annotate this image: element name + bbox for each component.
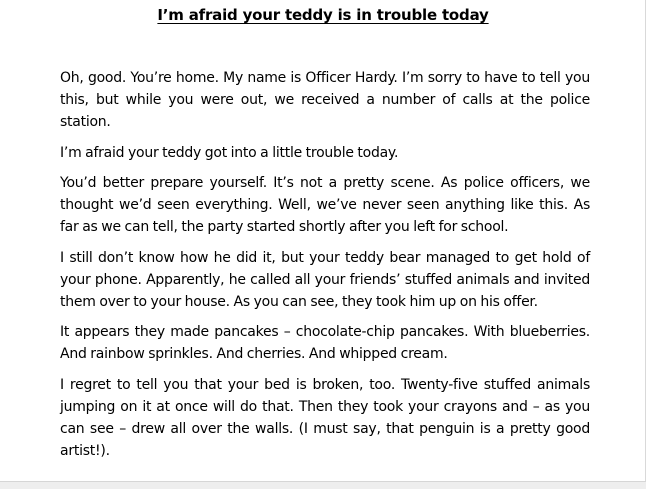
paragraph-5: It appears they made pancakes – chocolate-chip pancakes. With blueberries. And rainbow sprinkles. And cherries. And whipped cream. bbox=[60, 324, 590, 362]
paragraph-1: Oh, good. You’re home. My name is Officer Hardy. I’m sorry to have to tell you this, but while you were out, we received a number of calls at the police station. bbox=[60, 70, 590, 130]
paragraph-6: I regret to tell you that your bed is broken, too. Twenty-five stuffed animals jumping on it at once will do that. Then they took your crayons and – as you can see – drew all over the walls. (I must say, that penguin is a pretty good artist!). bbox=[60, 376, 590, 459]
paragraph-3: You’d better prepare yourself. It’s not a pretty scene. As police officers, we thought we’d seen everything. Well, we’ve never seen anything like this. As far as we can tell, the party started shortly after you left for school. bbox=[60, 175, 590, 235]
paragraph-4: I still don’t know how he did it, but your teddy bear managed to get hold of your phone. Apparently, he called all your friends’ stuffed animals and invited them over to your house. As you can see, they took him up on his offer. bbox=[60, 249, 590, 310]
document-body bbox=[60, 67, 590, 470]
document-title: I’m afraid your teddy is in trouble today bbox=[157, 6, 489, 24]
paragraph-2: I’m afraid your teddy got into a little trouble today. bbox=[60, 144, 399, 161]
